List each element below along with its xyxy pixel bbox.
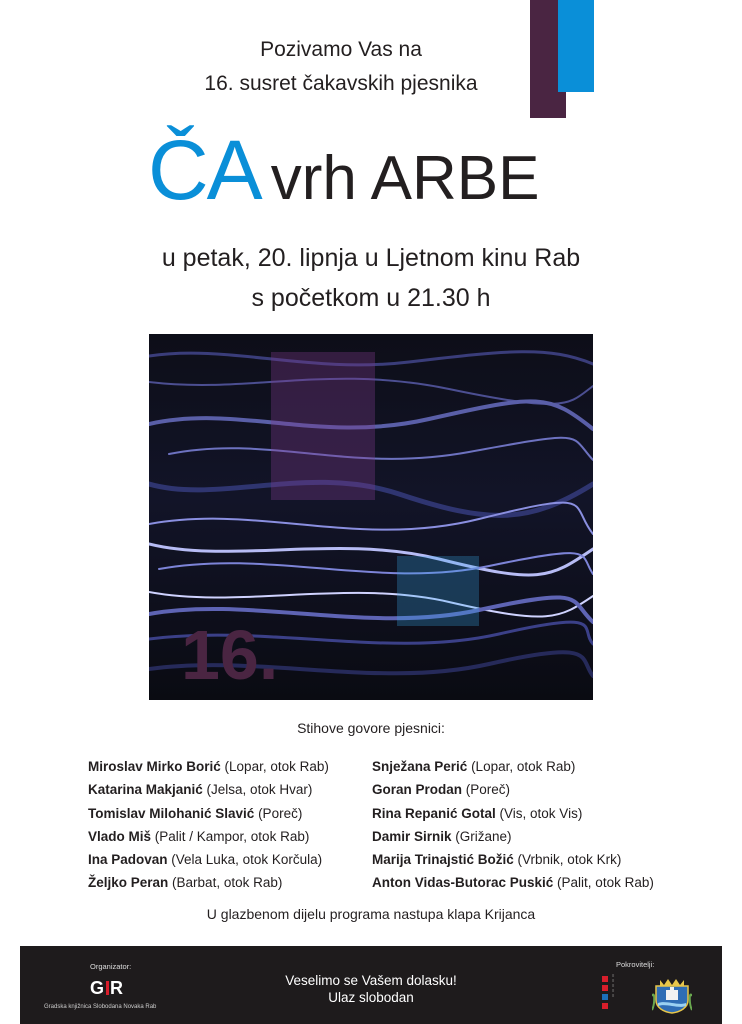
logo-letter-g: G [90, 978, 106, 998]
poet-name: Tomislav Milohanić Slavić [88, 805, 255, 821]
sea-wave-image [149, 334, 593, 700]
poet-name: Goran Prodan [372, 782, 463, 798]
welcome-line: Veselimo se Vašem dolasku! [285, 973, 457, 988]
poet-name: Rina Repanić Gotal [372, 805, 496, 821]
poet-name: Katarina Makjanić [88, 782, 203, 798]
music-program-note: U glazbenom dijelu programa nastupa klapa Krijanca [206, 906, 536, 922]
library-name: Gradska knjižnica Slobodana Novaka Rab [44, 1004, 157, 1010]
poet-row [88, 755, 329, 778]
poet-place: (Grižane) [451, 828, 512, 844]
poet-place: (Vrbnik, otok Krk) [513, 852, 622, 868]
poet-row [372, 871, 654, 894]
county-logo-icon [602, 976, 608, 1012]
poet-row [372, 848, 654, 871]
poet-row [372, 778, 654, 801]
free-entry-line: Ulaz slobodan [328, 990, 414, 1005]
poet-row [88, 871, 329, 894]
poet-place: (Lopar, otok Rab) [220, 759, 329, 774]
poet-name: Vlado Miš [88, 828, 152, 844]
poet-row [88, 848, 329, 871]
town-crest-icon [652, 976, 692, 1014]
county-logo-text: ≡ ≡ ≡ ≡ ≡ [612, 973, 615, 998]
footer-bar [20, 946, 722, 1024]
poet-place: (Barbat, otok Rab) [168, 875, 283, 891]
poet-row [88, 825, 329, 848]
poet-place: (Palit, otok Rab) [553, 875, 654, 891]
title-ca: ČA [148, 123, 261, 217]
poet-place: (Poreč) [462, 782, 511, 798]
organizer-label: Organizator: [90, 962, 132, 971]
poet-name: Ina Padovan [88, 852, 168, 868]
sponsors-label: Pokrovitelji: [616, 960, 655, 969]
poet-name: Damir Sirnik [372, 828, 452, 844]
image-number-overlay: 16. [181, 616, 279, 694]
poet-row [88, 802, 329, 825]
poet-name: Željko Peran [88, 875, 169, 891]
poet-place: (Lopar, otok Rab) [467, 759, 576, 774]
poet-row [372, 825, 654, 848]
poet-row [372, 802, 654, 825]
poet-name: Marija Trinajstić Božić [372, 852, 514, 868]
start-time-line: s početkom u 21.30 h [251, 284, 491, 312]
poets-list-right [372, 755, 654, 895]
poet-place: (Vis, otok Vis) [495, 805, 583, 821]
poets-heading: Stihove govore pjesnici: [297, 720, 445, 736]
poet-place: (Vela Luka, otok Korčula) [167, 852, 323, 868]
date-venue-line: u petak, 20. lipnja u Ljetnom kinu Rab [161, 244, 581, 272]
invite-line-1: Pozivamo Vas na [260, 38, 422, 61]
poet-name: Miroslav Mirko Borić [88, 759, 221, 774]
poets-list-left [88, 755, 329, 895]
poet-place: (Palit / Kampor, otok Rab) [151, 828, 310, 844]
poet-row [88, 778, 329, 801]
event-title [148, 123, 540, 217]
logo-letter-r: R [110, 978, 125, 998]
poet-name: Snježana Perić [372, 759, 468, 774]
poet-row [372, 755, 654, 778]
title-rest: vrh ARBE [270, 144, 540, 213]
poet-place: (Jelsa, otok Hvar) [202, 782, 313, 798]
poet-name: Anton Vidas-Butorac Puskić [372, 875, 554, 891]
invite-line-2: 16. susret čakavskih pjesnika [204, 72, 478, 95]
poet-place: (Poreč) [254, 805, 303, 821]
